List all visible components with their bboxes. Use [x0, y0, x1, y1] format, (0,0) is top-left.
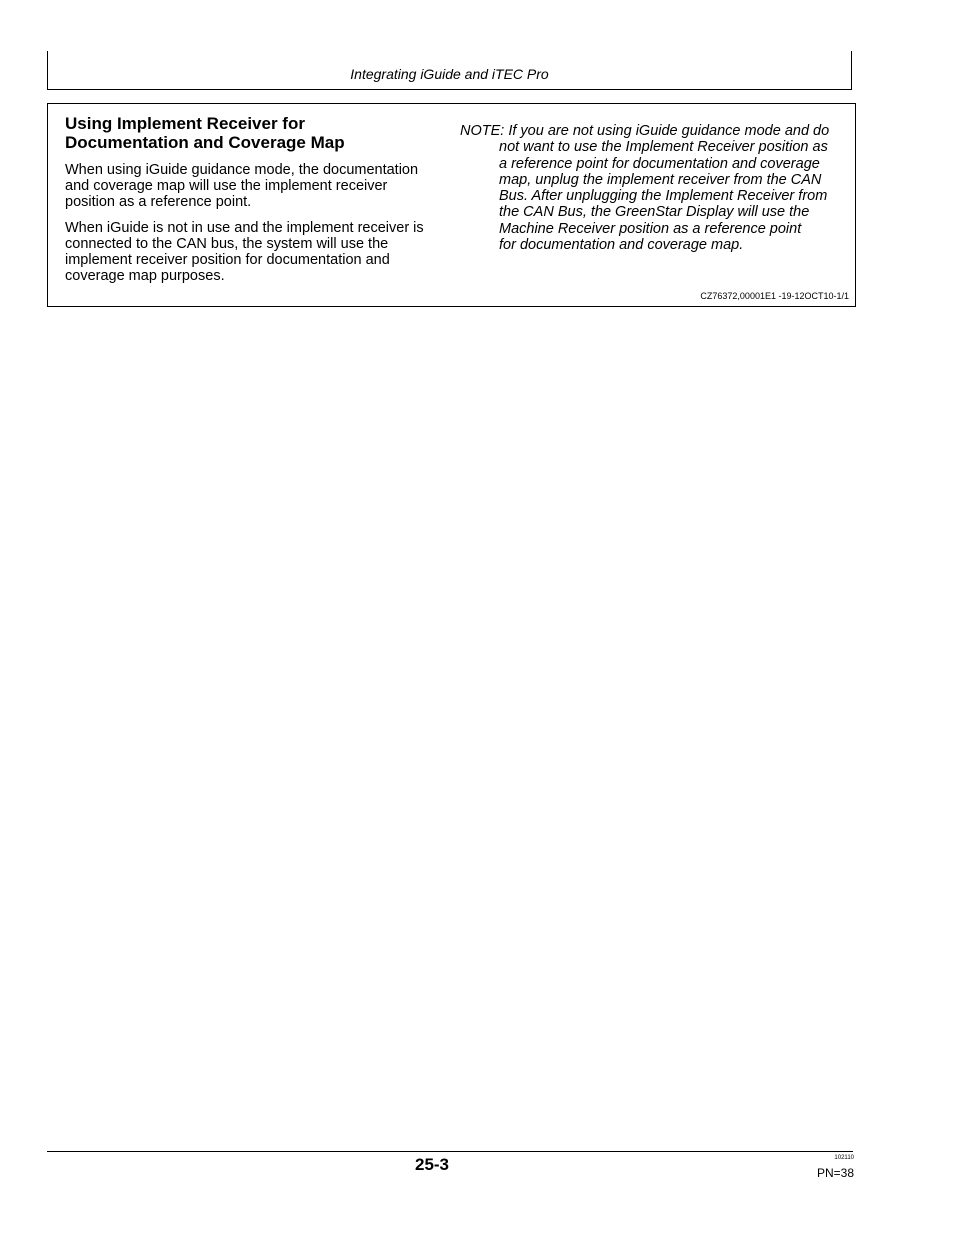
- footer-small-code: 102110: [834, 1155, 854, 1161]
- note-block: [460, 123, 845, 253]
- left-column: [65, 114, 430, 294]
- footer-divider: [47, 1151, 853, 1152]
- section-title-line-1: Using Implement Receiver for: [65, 114, 305, 133]
- note-line-6: the CAN Bus, the GreenStar Display will use the: [499, 204, 810, 221]
- content-section: [47, 103, 856, 307]
- page-header: [47, 51, 852, 90]
- footer-pn: PN=38: [816, 1166, 854, 1180]
- body-paragraph-2: When iGuide is not in use and the implement receiver is connected to the CAN bus, the system will use the implement receiver position for documentation and coverage map purposes.: [65, 220, 424, 284]
- note-line-2: not want to use the Implement Receiver position as: [499, 139, 828, 156]
- section-title-line-2: Documentation and Coverage Map: [65, 133, 345, 152]
- header-title: Integrating iGuide and iTEC Pro: [350, 66, 549, 82]
- note-line-3: a reference point for documentation and coverage: [499, 155, 820, 172]
- reference-code: CZ76372,00001E1 -19-12OCT10-1/1: [700, 291, 849, 301]
- note-line-4: map, unplug the implement receiver from the CAN: [499, 171, 822, 188]
- note-line-1: NOTE: If you are not using iGuide guidance mode and do: [460, 123, 830, 139]
- page-number: 25-3: [414, 1155, 450, 1174]
- body-paragraph-1: When using iGuide guidance mode, the documentation and coverage map will use the implement receiver position as a reference point.: [65, 162, 419, 210]
- note-line-8: for documentation and coverage map.: [499, 237, 744, 254]
- section-title: [65, 114, 430, 152]
- note-line-5: Bus. After unplugging the Implement Receiver from: [499, 188, 828, 205]
- note-line-7: Machine Receiver position as a reference point: [499, 220, 802, 237]
